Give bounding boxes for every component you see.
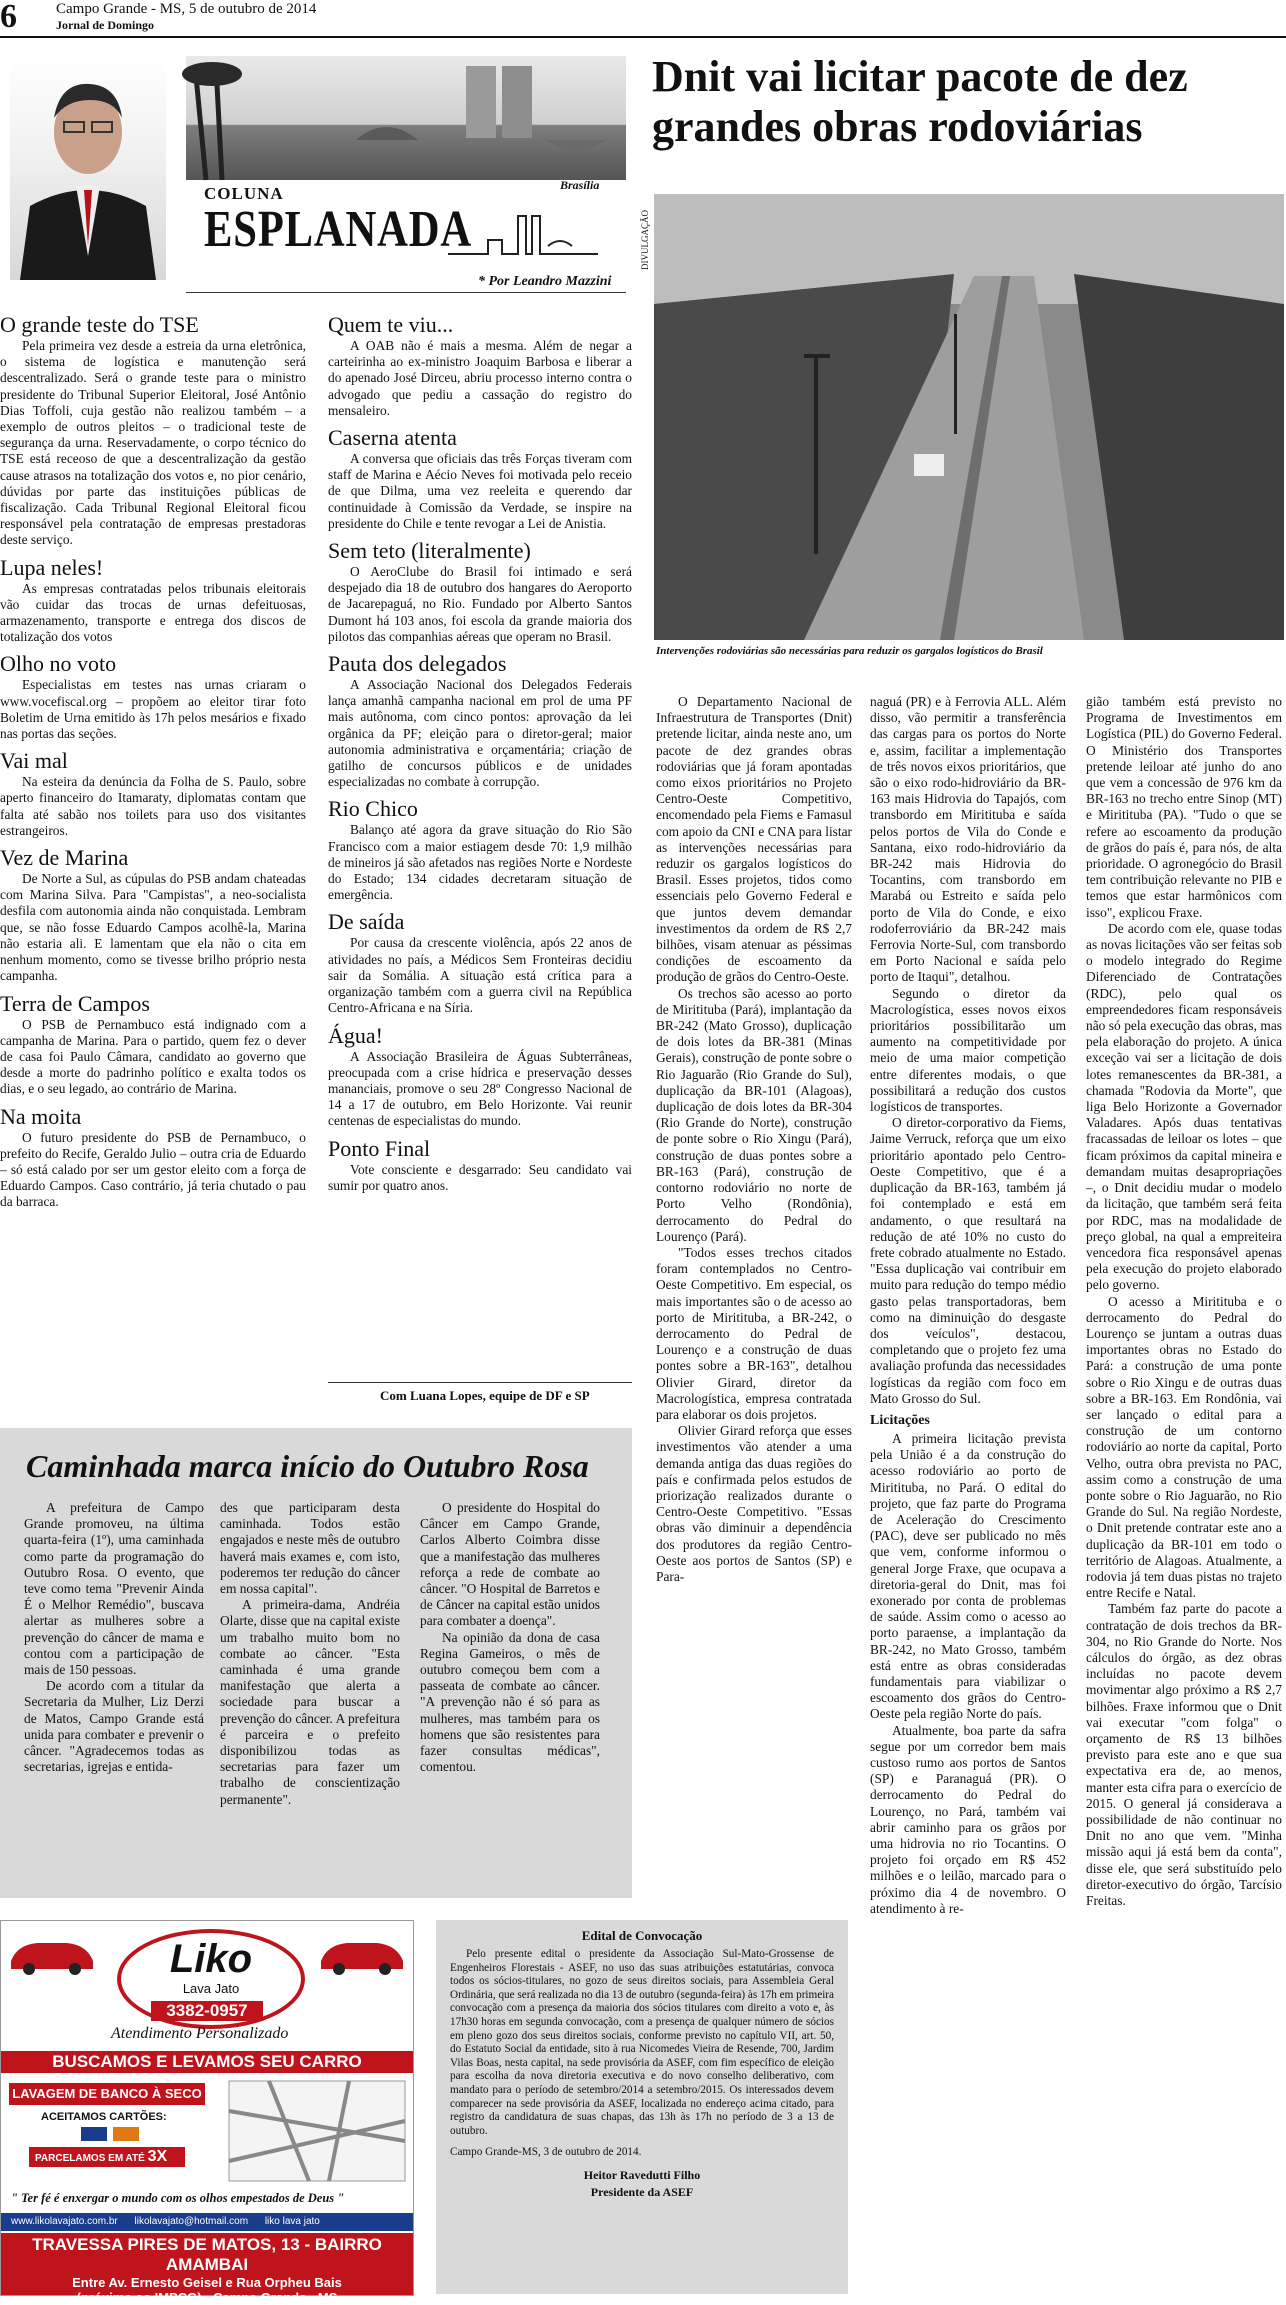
edital-date: Campo Grande-MS, 3 de outubro de 2014. <box>450 2146 642 2159</box>
edital-text: Pelo presente edital o presidente da Associação Sul-Mato-Grossense de Engenheiros Florestais - ASEF, no uso das suas atribuições estatutárias, convoca todos os sócios-titulares, no gozo de seus direitos sociais, para Assembleia Geral Ordinária, que será realizada no dia 13 de outubro (segunda-feira) às 17h em primeira convocação com a presença da maioria dos sócios titulares com direito a voto e, às 17h30 horas em segunda convocação, com a presença de qualquer número de sócios em pleno gozo dos seus direitos sociais, conforme previsto no capítulo VII, art. 50, do Estatuto Social da entidade, sito à rua Nicomedes Vieira de Resende, 700, Jardim Vilas Boas, nesta capital, na sede provisória da ASEF, com fim específico de eleição para escolha da nova diretoria executiva e do novo conselho deliberativo, com mandato para o período de setembro/2014 a setembro/2015. Os interessados devem comparecer na sede provisória da ASEF, localizada no endereço acima citado, para registro da candidatura de suas chapas, das 13h às 17h no período de 3 a 13 de outubro. <box>450 1948 834 2137</box>
photo-credit: DIVULGAÇÃO <box>640 210 650 270</box>
subheading-licitacoes: Licitações <box>870 1412 930 1428</box>
section-delegados: Pauta dos delegados A Associação Nacional dos Delegados Federais lança amanhã campanha nacional em prol de uma PF mais autônoma, com cinco pontos: aprovação da lei orgânica da PF; eleição para o diretor-geral; maior autonomia administrativa e orçamentária; criação de gatilho de concursos públicos e de unidades especializadas no combate à corrupção. <box>328 651 632 790</box>
edital-signer: Heitor Ravedutti Filho <box>583 2168 701 2183</box>
brasilia-photo <box>186 56 626 180</box>
column-rule <box>186 292 626 293</box>
newspaper-name: Jornal de Domingo <box>56 18 155 32</box>
article-column-3: gião também está previsto no Programa de Investimentos em Logística (PIL) do Governo Federal. O Ministério dos Transportes pretende leiloar até junho do ano que vem a concessão de 976 km da BR-163 no trecho entre Sinop (MT) e Miritituba (PA). "Tudo o que se refere ao escoamento da produção de grãos do país é, para nós, de alta prioridade. O agronegócio do Brasil tem contribuição relevante no PIB e temos que estar harmônicos com isso", explicou Fraxe. De acordo com ele, quase todas as novas licitações vão ser feitas sob o modelo integrado do Regime Diferenciado de Contratações (RDC), pelo qual os empreendedores ficam responsáveis não só pela execução das obras, mas pela elaboração do projeto. A única exceção vai ser a licitação de dois lotes remanescentes da BR-381, a chamada "Rodovia da Morte", que liga Belo Horizonte a Governador Valadares. Após duas tentativas fracassadas de leiloar os lotes – que ficam próximos da capital mineira e demandam muitas desapropriações –, o Dnit decidiu mudar o modelo da licitação, que também será feita por RDC, mas na modalidade de preço global, na qual a empreiteira vencedora fica responsável apenas pela execução do projeto elaborado pelo governo. O acesso a Miritituba e o derrocamento do Pedral do Lourenço se juntam a outras duas importantes obras no Estado do Pará: a construção de uma ponte sobre o Rio Xingu e de outras duas sobre a BR-163. Em Rondônia, vai ser lançado o edital para a construção de um contorno rodoviário ao norte da capital, Porto Velho, outra obra prevista no PAC, assim como a construção de uma ponte sobre o Rio Jaguarão, no Rio Grande do Sul. Na região Nordeste, o Dnit pretende contratar este ano a duplicação da BR-101 em todo o território de Alagoas. Atualmente, a rodovia já tem duas pistas no trajeto entre Recife e Natal. Também faz parte do pacote a contratação de dois trechos da BR-304, no Rio Grande do Norte. Nos cálculos do órgão, as dez obras incluídas no pacote devem movimentar algo próximo a R$ 2,7 bilhões. Fraxe informou que o Dnit vai executar "com folga" o orçamento de R$ 13 bilhões previsto para este ano e que sua expectativa era de, ao menos, manter esta cifra para o exercício de 2015. O general já considerava a possibilidade de não continuar no Dnit no ano que vem. "Minha missão aqui já está bem da conta", disse ele, que será substituído pelo diretor-executivo do órgão, Tarcísio Freitas. <box>1086 694 1282 1909</box>
outubro-rosa-title: Caminhada marca início do Outubro Rosa <box>26 1448 589 1484</box>
columnist-portrait <box>10 56 166 280</box>
section-quem: Quem te viu... A OAB não é mais a mesma. Além de negar a carteirinha ao ex-ministro Joaquim Barbosa e liberar a do apenado José Dirceu, abriu processo interno contra o advogado que pediu a cassação do registro do mensaleiro. <box>328 312 632 418</box>
highway-construction-icon <box>654 194 1284 640</box>
liko-logo: Liko Lava Jato <box>117 1929 305 2029</box>
section-rio-chico: Rio Chico Balanço até agora da grave situação do Rio São Francisco com a maior estiagem desde 70: 1,9 milhão de mineiros já são afetados nas regiões Norte e Nordeste do Estado; 134 cidades decretaram situação de emergência. <box>328 796 632 903</box>
edital-title: Edital de Convocação <box>581 1928 703 1943</box>
section-sem-teto: Sem teto (literalmente) O AeroClube do Brasil foi intimado e será despejado dia 18 de outubro dos hangares do Aeroporto de Jacarepaguá, no Rio. Fundado por Alberto Santos Dumont há 103 anos, foi escola da grande maioria dos pilotos das companhias aéreas que operam no Brasil. <box>328 538 632 644</box>
congress-building-icon <box>186 56 626 180</box>
ad-cards: ACEITAMOS CARTÕES: <box>41 2111 167 2123</box>
highway-photo <box>654 194 1284 640</box>
rosa-column-3: O presidente do Hospital do Câncer em Campo Grande, Carlos Alberto Coimbra disse que a manifestação das mulheres reforça a rede de combate ao câncer. "O Hospital de Barretos e de Câncer na capital estão unidos para combater a doença". Na opinião da dona de casa Regina Gameiros, o mês de outubro começou bem com a passeata de combate ao câncer. "A prevenção não é só para as mulheres, mas também para os homens que são resistentes para fazer consultas médicas", comentou. <box>420 1500 600 1775</box>
red-car-icon <box>317 1931 407 1975</box>
article-column-1: O Departamento Nacional de Infraestrutura de Transportes (Dnit) pretende licitar, ainda neste ano, um pacote de dez grandes obras rodoviárias que já foram apontadas como eixos prioritários no Projeto Centro-Oeste Competitivo, encomendado pela Fiems e Famasul com apoio da CNI e CNA para listar as intervenções necessárias para reduzir os gargalos logísticos do Brasil. Esses projetos, tidos como essenciais pelo Governo Federal e que juntos devem demandar investimentos da ordem de R$ 2,7 bilhões, visam atenuar as péssimas condições de escoamento da produção de grãos do Centro-Oeste. Os trechos são acesso ao porto de Miritituba (Pará), implantação da BR-242 (Mato Grosso), duplicação de dois lotes da BR-381 (Minas Gerais), construção de ponte sobre o Rio Jaguarão (Rio Grande do Sul), duplicação da BR-101 (Alagoas), duplicação de dois lotes da BR-304 (Rio Grande do Norte), construção de ponte sobre o Rio Xingu (Pará), construção de duas pontes sobre a BR-163 (Pará), construção de contorno rodoviário no norte de Porto Velho (Rondônia), derrocamento do Pedral do Lourenço (Pará). "Todos esses trechos citados foram contemplados no Centro-Oeste Competitivo. Em especial, os mais importantes são o de acesso ao porto de Miritituba, a BR-242, o derrocamento do Pedral de Lourenço e a construção de duas pontes sobre a BR-163", detalhou Olivier Girard, diretor da Macrologística, empresa contratada para elaborar os dois projetos. Olivier Girard reforça que esses investimentos vão atender a uma demanda antiga das duas regiões do país e confirmada pelos estudos de priorização realizados durante o Centro-Oeste Competitivo. "Essas obras vão diminuir a dependência dos produtores da região Centro-Oeste aos portos de Santos (SP) e Para- <box>656 694 852 1584</box>
signature-rule <box>328 1382 632 1383</box>
red-car-icon <box>7 1931 97 1975</box>
ad-banner: BUSCAMOS E LEVAMOS SEU CARRO <box>1 2051 413 2073</box>
ad-quote: " Ter fé é enxergar o mundo com os olhos empestados de Deus " <box>11 2191 345 2205</box>
section-agua: Água! A Associação Brasileira de Águas Subterrâneas, preocupada com a crise hídrica e preservação desses mananciais, promove o seu 28º Congresso Nacional de 14 a 17 de outubro, em Belo Horizonte. Vai reunir centenas de especialistas do mundo. <box>328 1022 632 1129</box>
main-headline: Dnit vai licitar pacote de dez grandes obras rodoviárias <box>652 52 1188 151</box>
column-label: COLUNA <box>204 184 284 203</box>
page-number: 6 <box>0 0 17 35</box>
column-left <box>0 312 306 1217</box>
section-vai-mal: Vai mal Na esteira da denúncia da Folha de S. Paulo, sobre aperto financeiro do Itamaraty, diplomatas contam que falta até sabão nos toilets para uso dos visitantes estrangeiros. <box>0 748 306 838</box>
section-saida: De saída Por causa da crescente violência, após 22 anos de atividades no país, a Médicos Sem Fronteiras decidiu sair da Somália. A situação está crítica para a organização também com a guerra civil na República Centro-Africana e na Síria. <box>328 909 632 1016</box>
ad-contacts: www.likolavajato.com.br likolavajato@hotmail.com liko lava jato <box>1 2213 413 2231</box>
edital-box <box>436 1920 848 2294</box>
card-logos-icon <box>81 2127 141 2141</box>
article-column-2: naguá (PR) e à Ferrovia ALL. Além disso, vão permitir a transferência das cargas para os portos do Norte e, assim, facilitar a implementação de três novos eixos prioritários, que são o eixo rodo-hidroviário da BR-163 mais Hidrovia do Tapajós, com transbordo em Miritituba e saída pelos portos de Vila do Conde e Santana, eixo rodo-hidroviário da BR-242 mais Hidrovia do Tocantins, com transbordo em Marabá ou Estreito e saída pelo porto de Vila do Conde, e eixo rodoferroviário da BR-242 mais Ferrovia Norte-Sul, com transbordo em Porto Nacional e saída pelo porto de Itaqui", detalhou. Segundo o diretor da Macrologística, esses novos eixos prioritários possibilitarão um aumento na competitividade por meio de uma maior competição entre diferentes modais, o que possibilitará a redução dos custos logísticos de transportes. O diretor-corporativo da Fiems, Jaime Verruck, reforça que um eixo prioritário apontado pelo Centro-Oeste Competitivo, que é a duplicação da BR-163, também já foi contemplado e está em andamento, o que resultará na redução de até 10% no custo do frete cobrado atualmente no Estado. "Essa duplicação vai contribuir em muito para redução do tempo médio gasto pelas transportadoras, bem como na diminuição do desgaste dos veículos", destacou, completando que o projeto fez uma avaliação profunda das necessidades logísticas da região com foco em Mato Grosso do Sul. Licitações A primeira licitação prevista pela União é a da construção do acesso rodoviário ao porto de Miritituba, no Pará. O edital do projeto, que faz parte do Programa de Aceleração do Crescimento (PAC), deve ser publicado no mês que vem, conforme informou o general Jorge Fraxe, que ocupava a diretoria-geral do Dnit, mas foi exonerado por conta de problemas de saúde. Assim como o acesso ao porto paraense, a implantação da BR-242, no Mato Grosso, também está entre as obras consideradas fundamentais para viabilizar o escoamento dos grãos do Centro-Oeste pela região Norte do país. Atualmente, boa parte da safra segue por um corredor bem mais custoso rumo aos portos de Santos (SP) e Paranaguá (PR). O derrocamento do Pedral do Lourenço, no Pará, também vai abrir caminho para os grãos por uma hidrovia no rio Tocantins. O projeto foi orçado em R$ 452 milhões e o leilão, marcado para o próximo dia 4 de novembro. O atendimento à re- <box>870 694 1066 1916</box>
section-ponto-final: Ponto Final Vote consciente e desgarrado: Seu candidato vai sumir por quatro anos. <box>328 1135 632 1193</box>
section-marina: Vez de Marina De Norte a Sul, as cúpulas do PSB andam chateadas com Marina Silva. Para "Campistas", a neo-socialista desfila com autonomia ainda não conquistada. Lembram que, se não fosse Eduardo Campos acolhê-la, Marina não estaria ali. E lamentam que ela não o cita em nenhum momento, como se tivesse brilho próprio nesta campanha. <box>0 845 306 984</box>
column-name: ESPLANADA <box>204 201 472 258</box>
main-photo-caption: Intervenções rodoviárias são necessárias para reduzir os gargalos logísticos do Brasil <box>656 645 1043 657</box>
section-lupa: Lupa neles! As empresas contratadas pelos tribunais eleitorais vão cuidar das trocas de urnas defeituosas, armazenamento, transporte e entrega dos discos de totalização dos votos <box>0 554 306 645</box>
column-author: * Por Leandro Mazzini <box>478 274 612 289</box>
edital-role: Presidente da ASEF <box>590 2185 694 2200</box>
ad-phone: 3382-0957 <box>151 2001 263 2021</box>
edition-date: Campo Grande - MS, 5 de outubro de 2014 <box>56 1 317 17</box>
ad-installments: PARCELAMOS EM ATÉ 3X <box>29 2147 185 2167</box>
section-caserna: Caserna atenta A conversa que oficiais das três Forças tiveram com staff de Marina e Aécio Neves foi motivada pelo receio de que Dilma, uma vez reeleita e querendo dar continuidade à Comissão da Verdade, se inspire na presidente do Chile e tente revogar a Lei de Anistia. <box>328 425 632 531</box>
ad-tagline: Atendimento Personalizado <box>111 2025 289 2042</box>
brasilia-caption: Brasília <box>560 178 600 192</box>
section-campos: Terra de Campos O PSB de Pernambuco está indignado com a campanha de Marina. Para o partido, quem fez o dever de casa foi Paulo Câmara, candidato ao governo que desde a morte do padrinho político e exalta todos os dias, e o seu legado, ao contrário de Marina. <box>0 990 306 1097</box>
section-tse: O grande teste do TSE Pela primeira vez desde a estreia da urna eletrônica, o sistema de logística e manutenção será descentralizado. Será o grande teste para o ministro presidente do Tribunal Superior Eleitoral, José Antônio Dias Toffoli, cuja gestão não realizou também – a exemplo de outros pleitos – o tradicional teste de segurança da urna. Reservadamente, o corpo técnico do TSE está receoso de que a descentralização da gestão cause atrasos na totalização dos votos e, no pior cenário, dúvidas por parte das instituições públicas de fiscalização. Cada Tribunal Regional Eleitoral ficou responsável pela contratação de empresas prestadoras deste serviço. <box>0 312 306 548</box>
section-moita: Na moita O futuro presidente do PSB de Pernambuco, o prefeito do Recife, Geraldo Julio – outra cria de Eduardo – só está calado por ser um gestor eleito com a força de Eduardo Campos. Caso contrário, já teria chutado o pau da barraca. <box>0 1103 306 1210</box>
liko-advertisement <box>0 1920 414 2305</box>
rosa-column-1: A prefeitura de Campo Grande promoveu, na última quarta-feira (1º), uma caminhada como parte da programação do Outubro Rosa. O evento, que teve como tema "Prevenir Ainda É o Melhor Remédio", buscava alertar as mulheres sobre a prevenção do câncer de mama e contou com a participação de mais de 150 pessoas. De acordo com a titular da Secretaria da Mulher, Liz Derzi de Matos, Campo Grande está unida para combater e prevenir o câncer. "Agradecemos todas as secretarias, igrejas e entida- <box>24 1500 204 1775</box>
columnist-figure-icon <box>10 56 166 280</box>
street-map-icon <box>229 2081 405 2181</box>
column-middle <box>328 312 632 1200</box>
esplanada-skyline-icon <box>448 206 598 262</box>
ad-service: LAVAGEM DE BANCO À SECO <box>9 2083 205 2105</box>
ad-address-block: TRAVESSA PIRES DE MATOS, 13 - BAIRRO AMAMBAI Entre Av. Ernesto Geisel e Rua Orpheu Bais (próximo ao IMPCG) - Campo Grande - MS <box>1 2233 413 2295</box>
rosa-column-2: des que participaram desta caminhada. Todos estão engajados e neste mês de outubro haverá mais exames e, com isto, poderemos ter redução do câncer em nossa capital". A primeira-dama, Andréia Olarte, disse que na capital existe um trabalho muito bom no combate ao câncer. "Esta caminhada é uma grande manifestação que alerta a sociedade para buscar a prevenção do câncer. A prefeitura é parceira e o prefeito disponibilizou todas as secretarias para fazer um trabalho de conscientização permanente". <box>220 1500 400 1807</box>
section-olho: Olho no voto Especialistas em testes nas urnas criaram o www.vocefiscal.org – propõem ao eleitor tirar foto Boletim de Urna emitido às 17h pelos mesários e fixado nas portas das seções. <box>0 651 306 742</box>
header-rule <box>0 36 1286 38</box>
column-signature: Com Luana Lopes, equipe de DF e SP <box>380 1388 590 1403</box>
